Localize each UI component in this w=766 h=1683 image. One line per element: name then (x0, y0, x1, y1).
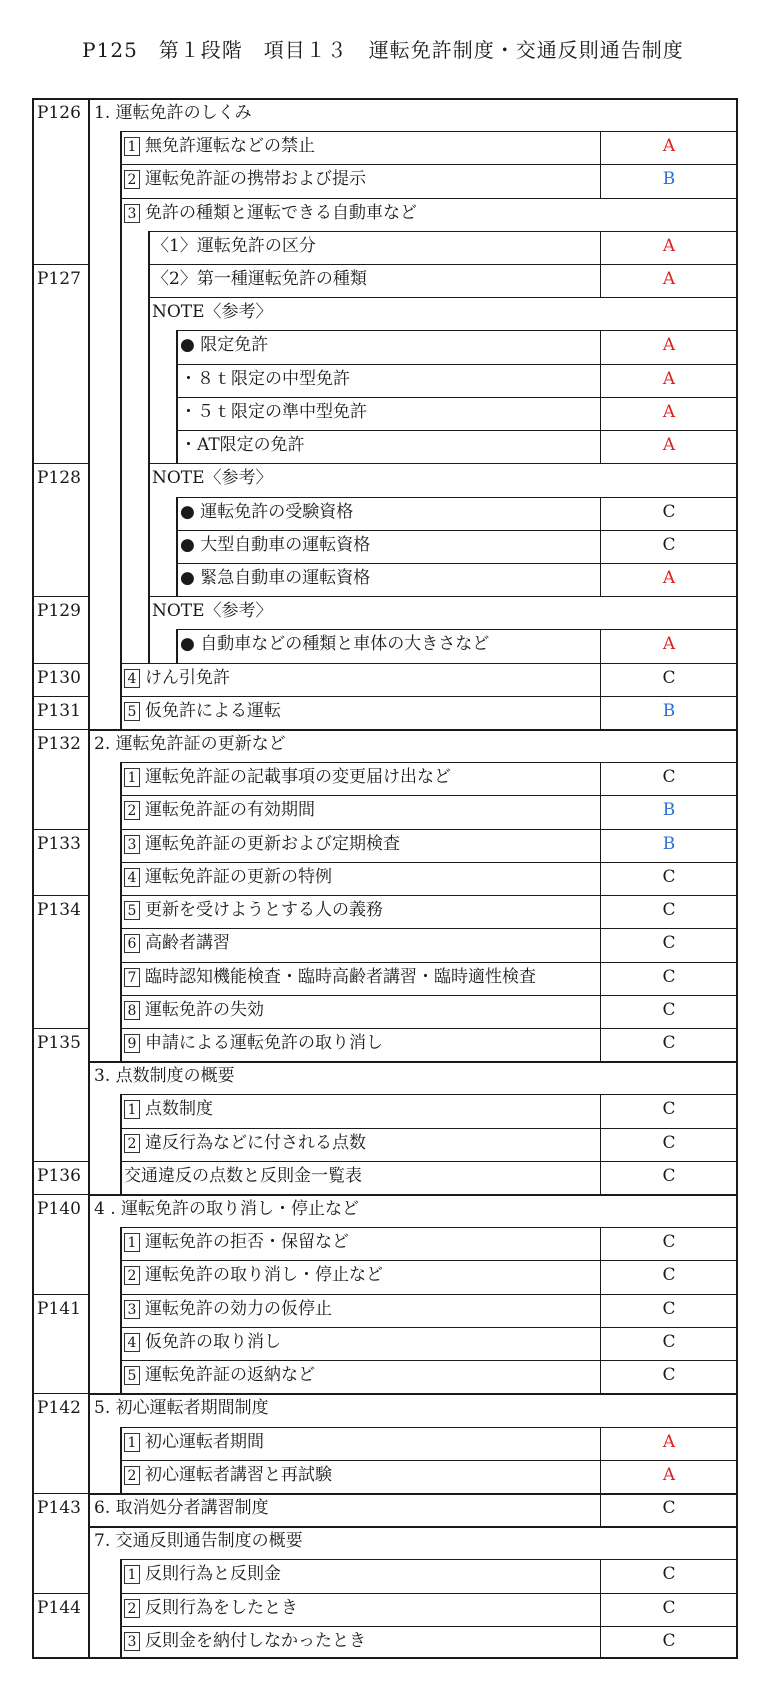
page-ref: P144 (37, 1598, 81, 1618)
table-border (32, 98, 738, 100)
importance-grade: A (662, 335, 676, 355)
item-label: 臨時認知機能検査・臨時高齢者講習・臨時適性検査 (145, 967, 536, 987)
importance-grade: C (662, 1166, 676, 1186)
importance-grade: C (662, 1365, 676, 1385)
item-label: 反則行為をしたとき (145, 1598, 298, 1618)
grade-column-rule (600, 1028, 601, 1061)
page-separator (32, 829, 89, 830)
grade-column-rule (600, 995, 601, 1028)
item-label: 運転免許証の有効期間 (145, 800, 315, 820)
item-number: 1 (124, 1565, 140, 1584)
indent-rule (120, 762, 122, 1061)
importance-grade: C (662, 1033, 676, 1053)
item-label: ● 緊急自動車の運転資格 (180, 568, 371, 588)
item-number: 9 (124, 1034, 140, 1053)
item-label: 高齢者講習 (145, 933, 230, 953)
row-separator (149, 297, 738, 298)
item-number: 5 (124, 1366, 140, 1385)
item-number: 2 (124, 170, 140, 189)
row-separator (121, 1327, 738, 1328)
importance-grade: B (662, 834, 676, 854)
item-label: 運転免許証の更新および定期検査 (145, 834, 400, 854)
item-label: NOTE〈参考〉 (152, 468, 273, 488)
section-heading: 2. 運転免許証の更新など (94, 734, 286, 754)
grade-column-rule (600, 131, 601, 164)
grade-column-rule (600, 962, 601, 995)
item-number: 2 (124, 1134, 140, 1153)
grade-column-rule (600, 663, 601, 696)
importance-grade: C (662, 1299, 676, 1319)
row-separator (149, 463, 738, 464)
item-label: 点数制度 (145, 1099, 213, 1119)
grade-column-rule (600, 1227, 601, 1260)
item-label: ・５ｔ限定の準中型免許 (180, 402, 367, 422)
section-heading: 1. 運転免許のしくみ (94, 103, 252, 123)
importance-grade: A (662, 236, 676, 256)
item-number: 1 (124, 1100, 140, 1119)
importance-grade: C (662, 867, 676, 887)
page-ref: P134 (37, 900, 81, 920)
indent-rule (120, 1227, 122, 1393)
grade-column-rule (600, 862, 601, 895)
indent-rule (120, 1094, 122, 1194)
item-label: 運転免許の効力の仮停止 (145, 1299, 332, 1319)
item-number: 4 (124, 1333, 140, 1352)
row-separator (89, 1493, 738, 1495)
item-label: 違反行為などに付される点数 (145, 1133, 366, 1153)
item-number: 3 (124, 835, 140, 854)
section-heading: 7. 交通反則通告制度の概要 (94, 1531, 303, 1551)
page-separator (32, 1161, 89, 1162)
row-separator (177, 364, 738, 365)
grade-column-rule (600, 231, 601, 264)
grade-column-rule (600, 629, 601, 663)
item-number: 2 (124, 801, 140, 820)
item-number: 1 (124, 1233, 140, 1252)
row-separator (121, 1294, 738, 1295)
item-label: ・８ｔ限定の中型免許 (180, 369, 350, 389)
grade-column-rule (600, 1161, 601, 1194)
row-separator (121, 1028, 738, 1029)
grade-column-rule (600, 1493, 601, 1526)
page-ref: P128 (37, 468, 81, 488)
page-separator (32, 596, 89, 597)
item-number: 3 (124, 1300, 140, 1319)
row-separator (177, 430, 738, 431)
page-separator (32, 1194, 89, 1195)
indent-rule (176, 629, 178, 663)
importance-grade: C (662, 1332, 676, 1352)
page-separator (32, 729, 89, 730)
grade-column-rule (600, 795, 601, 829)
item-number: 1 (124, 137, 140, 156)
importance-grade: C (662, 1598, 676, 1618)
page-ref: P130 (37, 668, 81, 688)
page-separator (32, 1493, 89, 1494)
page-separator (32, 1294, 89, 1295)
page-separator (32, 463, 89, 464)
section-heading: 6. 取消処分者講習制度 (94, 1498, 269, 1518)
item-number: 1 (124, 768, 140, 787)
page-column-rule (88, 98, 90, 1659)
item-label: 申請による運転免許の取り消し (145, 1033, 383, 1053)
page-ref: P126 (37, 103, 81, 123)
item-label: 反則行為と反則金 (145, 1564, 281, 1584)
page-ref: P131 (37, 701, 81, 721)
item-label: 反則金を納付しなかったとき (145, 1631, 366, 1651)
row-separator (89, 1061, 738, 1063)
section-heading: 3. 点数制度の概要 (94, 1066, 235, 1086)
row-separator (121, 1128, 738, 1129)
grade-column-rule (600, 563, 601, 596)
row-separator (121, 829, 738, 830)
row-separator (149, 264, 738, 265)
importance-grade: A (662, 369, 676, 389)
row-separator (89, 1194, 738, 1196)
importance-grade: A (662, 269, 676, 289)
item-label: 免許の種類と運転できる自動車など (145, 203, 417, 223)
table-border (32, 1657, 738, 1659)
item-label: 更新を受けようとする人の義務 (145, 900, 383, 920)
row-separator (121, 663, 738, 664)
importance-grade: C (662, 1564, 676, 1584)
page-separator (32, 1028, 89, 1029)
grade-column-rule (600, 1260, 601, 1294)
indent-rule (148, 231, 150, 663)
row-separator (121, 762, 738, 763)
item-label: 仮免許による運転 (145, 701, 281, 721)
grade-column-rule (600, 1327, 601, 1360)
importance-grade: C (662, 1099, 676, 1119)
row-separator (121, 1626, 738, 1627)
importance-grade: C (662, 767, 676, 787)
importance-grade: C (662, 1265, 676, 1285)
row-separator (121, 895, 738, 896)
grade-column-rule (600, 762, 601, 795)
importance-grade: C (662, 535, 676, 555)
item-label: ● 運転免許の受験資格 (180, 502, 354, 522)
item-label: 運転免許証の携帯および提示 (145, 169, 366, 189)
page-ref: P140 (37, 1199, 81, 1219)
importance-grade: C (662, 1498, 676, 1518)
study-item-table (32, 98, 738, 1659)
importance-grade: C (662, 900, 676, 920)
item-label: 運転免許証の更新の特例 (145, 867, 332, 887)
row-separator (121, 1460, 738, 1461)
page-separator (32, 663, 89, 664)
grade-column-rule (600, 430, 601, 463)
row-separator (89, 1526, 738, 1528)
page-separator (32, 696, 89, 697)
item-number: 3 (124, 204, 140, 223)
page-separator (32, 264, 89, 265)
importance-grade: C (662, 1000, 676, 1020)
grade-column-rule (600, 1360, 601, 1393)
item-label: 運転免許の取り消し・停止など (145, 1265, 383, 1285)
page-ref: P143 (37, 1498, 81, 1518)
importance-grade: A (662, 634, 676, 654)
importance-grade: B (662, 169, 676, 189)
item-label: けん引免許 (145, 668, 230, 688)
grade-column-rule (600, 928, 601, 962)
row-separator (149, 596, 738, 597)
page-ref: P141 (37, 1299, 81, 1319)
section-heading: 4 . 運転免許の取り消し・停止など (94, 1199, 360, 1219)
page-ref: P129 (37, 601, 81, 621)
grade-column-rule (600, 530, 601, 563)
row-separator (149, 231, 738, 232)
item-number: 2 (124, 1266, 140, 1285)
item-label: 〈2〉第一種運転免許の種類 (152, 269, 367, 289)
item-number: 3 (124, 1632, 140, 1651)
grade-column-rule (600, 1128, 601, 1161)
importance-grade: C (662, 1631, 676, 1651)
item-label: 初心運転者講習と再試験 (145, 1465, 332, 1485)
importance-grade: A (662, 1432, 676, 1452)
importance-grade: B (662, 800, 676, 820)
row-separator (121, 1161, 738, 1162)
importance-grade: C (662, 1133, 676, 1153)
grade-column-rule (600, 1593, 601, 1626)
row-separator (121, 862, 738, 863)
row-separator (121, 995, 738, 996)
importance-grade: C (662, 668, 676, 688)
indent-rule (120, 131, 122, 729)
importance-grade: A (662, 402, 676, 422)
row-separator (121, 1559, 738, 1560)
row-separator (121, 1094, 738, 1095)
importance-grade: A (662, 568, 676, 588)
row-separator (121, 1260, 738, 1261)
item-label: 〈1〉運転免許の区分 (152, 236, 316, 256)
item-label: NOTE〈参考〉 (152, 302, 273, 322)
row-separator (121, 1593, 738, 1594)
page-ref: P127 (37, 269, 81, 289)
grade-column-rule (600, 497, 601, 530)
page-separator (32, 1393, 89, 1394)
grade-column-rule (600, 1626, 601, 1659)
item-label: ● 自動車などの種類と車体の大きさなど (180, 634, 490, 654)
grade-column-rule (600, 364, 601, 397)
item-number: 5 (124, 702, 140, 721)
row-separator (177, 497, 738, 498)
page-title: P125 第１段階 項目１３ 運転免許制度・交通反則通告制度 (82, 38, 684, 62)
grade-column-rule (600, 397, 601, 430)
importance-grade: C (662, 502, 676, 522)
row-separator (177, 530, 738, 531)
grade-column-rule (600, 264, 601, 297)
row-separator (121, 1427, 738, 1428)
section-heading: 5. 初心運転者期間制度 (94, 1398, 269, 1418)
table-border (32, 98, 34, 1659)
row-separator (121, 1227, 738, 1228)
grade-column-rule (600, 164, 601, 198)
item-number: 4 (124, 868, 140, 887)
importance-grade: B (662, 701, 676, 721)
grade-column-rule (600, 829, 601, 862)
row-separator (121, 1360, 738, 1361)
row-separator (121, 795, 738, 796)
importance-grade: C (662, 1232, 676, 1252)
importance-grade: A (662, 435, 676, 455)
item-label: 無免許運転などの禁止 (145, 136, 315, 156)
item-number: 1 (124, 1433, 140, 1452)
grade-column-rule (600, 330, 601, 364)
item-label: ● 限定免許 (180, 335, 269, 355)
importance-grade: A (662, 1465, 676, 1485)
table-border (736, 98, 738, 1659)
row-separator (89, 1393, 738, 1395)
indent-rule (120, 1559, 122, 1659)
grade-column-rule (600, 1427, 601, 1460)
item-label: NOTE〈参考〉 (152, 601, 273, 621)
grade-column-rule (600, 1460, 601, 1493)
item-label: ・AT限定の免許 (180, 435, 305, 455)
item-number: 4 (124, 669, 140, 688)
item-number: 8 (124, 1001, 140, 1020)
item-label: 運転免許証の返納など (145, 1365, 315, 1385)
row-separator (121, 198, 738, 199)
item-number: 6 (124, 934, 140, 953)
page-separator (32, 1593, 89, 1594)
item-label: 運転免許の失効 (145, 1000, 264, 1020)
item-number: 2 (124, 1466, 140, 1485)
row-separator (121, 696, 738, 697)
item-label: 初心運転者期間 (145, 1432, 264, 1452)
row-separator (177, 629, 738, 630)
indent-rule (176, 497, 178, 596)
page-ref: P132 (37, 734, 81, 754)
grade-column-rule (600, 1294, 601, 1327)
page-ref: P136 (37, 1166, 81, 1186)
importance-grade: C (662, 967, 676, 987)
page-separator (32, 895, 89, 896)
row-separator (177, 563, 738, 564)
importance-grade: A (662, 136, 676, 156)
item-number: 5 (124, 901, 140, 920)
row-separator (121, 962, 738, 963)
item-label: 仮免許の取り消し (145, 1332, 281, 1352)
page-ref: P142 (37, 1398, 81, 1418)
grade-column-rule (600, 1094, 601, 1128)
grade-column-rule (600, 696, 601, 729)
item-number: 2 (124, 1599, 140, 1618)
row-separator (177, 397, 738, 398)
row-separator (121, 164, 738, 165)
page-ref: P133 (37, 834, 81, 854)
grade-column-rule (600, 895, 601, 928)
item-number: 7 (124, 968, 140, 987)
item-label: 運転免許の拒否・保留など (145, 1232, 349, 1252)
row-separator (177, 330, 738, 331)
item-label: 運転免許証の記載事項の変更届け出など (145, 767, 451, 787)
row-separator (121, 131, 738, 132)
importance-grade: C (662, 933, 676, 953)
item-label: ● 大型自動車の運転資格 (180, 535, 371, 555)
page-ref: P135 (37, 1033, 81, 1053)
row-separator (121, 928, 738, 929)
grade-column-rule (600, 1559, 601, 1593)
row-separator (89, 729, 738, 731)
item-label: 交通違反の点数と反則金一覧表 (124, 1166, 362, 1186)
